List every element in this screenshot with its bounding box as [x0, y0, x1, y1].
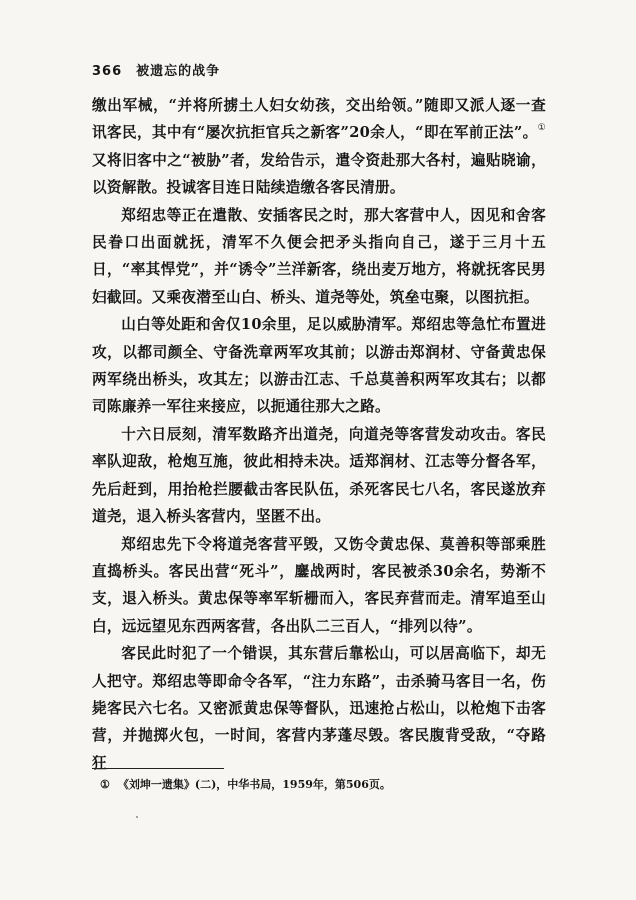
paragraph: 客民此时犯了一个错误，其东营后靠松山，可以居高临下，却无人把守。郑绍忠等即命令各军，“注力东路”，击杀骑马客目一名，伤毙客民六七名。又密派黄忠保等督队，迅速抢占松山，以枪炮下击客营，并抛掷火包，一时间，客营内茅蓬尽毁。客民腹背受敌，“夺路狂 [92, 645, 546, 772]
page-number: 366 [92, 64, 123, 79]
paragraph: 十六日辰刻，清军数路齐出道尧，向道尧等客营发动攻击。客民率队迎敌，枪炮互施，彼此相持未决。适郑润材、江志等分督各军，先后赶到，用抬枪拦腰截击客民队伍，杀死客民七八名，客民遂放弃道尧，退入桥头客营内，坚匿不出。 [92, 425, 546, 526]
paragraph-text: 缴出军械，“并将所掳土人妇女幼孩，交出给领。”随即又派人逐一查讯客民，其中有“屡次抗拒官兵之新客”20余人，“即在军前正法”。 [92, 97, 546, 142]
paragraph: 山白等处距和舍仅10余里，足以威胁清军。郑绍忠等急忙布置进攻，以都司颜全、守备洗章两军攻其前；以游击郑润材、守备黄忠保两军绕出桥头，攻其左；以游击江志、千总莫善积两军攻其右；以都司陈廉养一军往来接应，以扼通往那大之路。 [92, 316, 546, 416]
book-title: 被遗忘的战争 [136, 64, 221, 79]
footnote [100, 776, 540, 792]
footnote-divider [92, 768, 224, 769]
footnote-text: 《刘坤一遗集》(二)，中华书局，1959年，第506页。 [117, 778, 391, 791]
paragraph: 郑绍忠先下令将道尧客营平毁，又饬令黄忠保、莫善积等部乘胜直捣桥头。客民出营“死斗”，鏖战两时，客民被杀30余名，势渐不支，退入桥头。黄忠保等率军斩栅而入，客民弃营而走。清军追至山白，远远望见东西两客营，各出队二三百人，“排列以待”。 [92, 535, 546, 635]
paragraph: 郑绍忠等正在遣散、安插客民之时，那大客营中人，因见和舍客民眷口出面就抚，清军不久便会把矛头指向自己，遂于三月十五日，“率其悍党”，并“诱令”兰洋新客，绕出麦万地方，将就抚客民男妇截回。又乘夜潜至山白、桥头、道尧等处，筑垒屯聚，以图抗拒。 [92, 206, 546, 306]
footnote-mark: ① [100, 778, 110, 791]
footnote-reference[interactable]: ① [537, 123, 546, 134]
paragraph [92, 92, 546, 202]
scan-speck [136, 816, 138, 818]
paragraph-text: 又将旧客中之“被胁”者，发给告示，遣令资赴那大各村，遍贴晓谕，以资解散。投诚客目连日陆续造缴各客民清册。 [92, 151, 546, 197]
running-header [92, 60, 220, 79]
body-text [92, 92, 546, 777]
